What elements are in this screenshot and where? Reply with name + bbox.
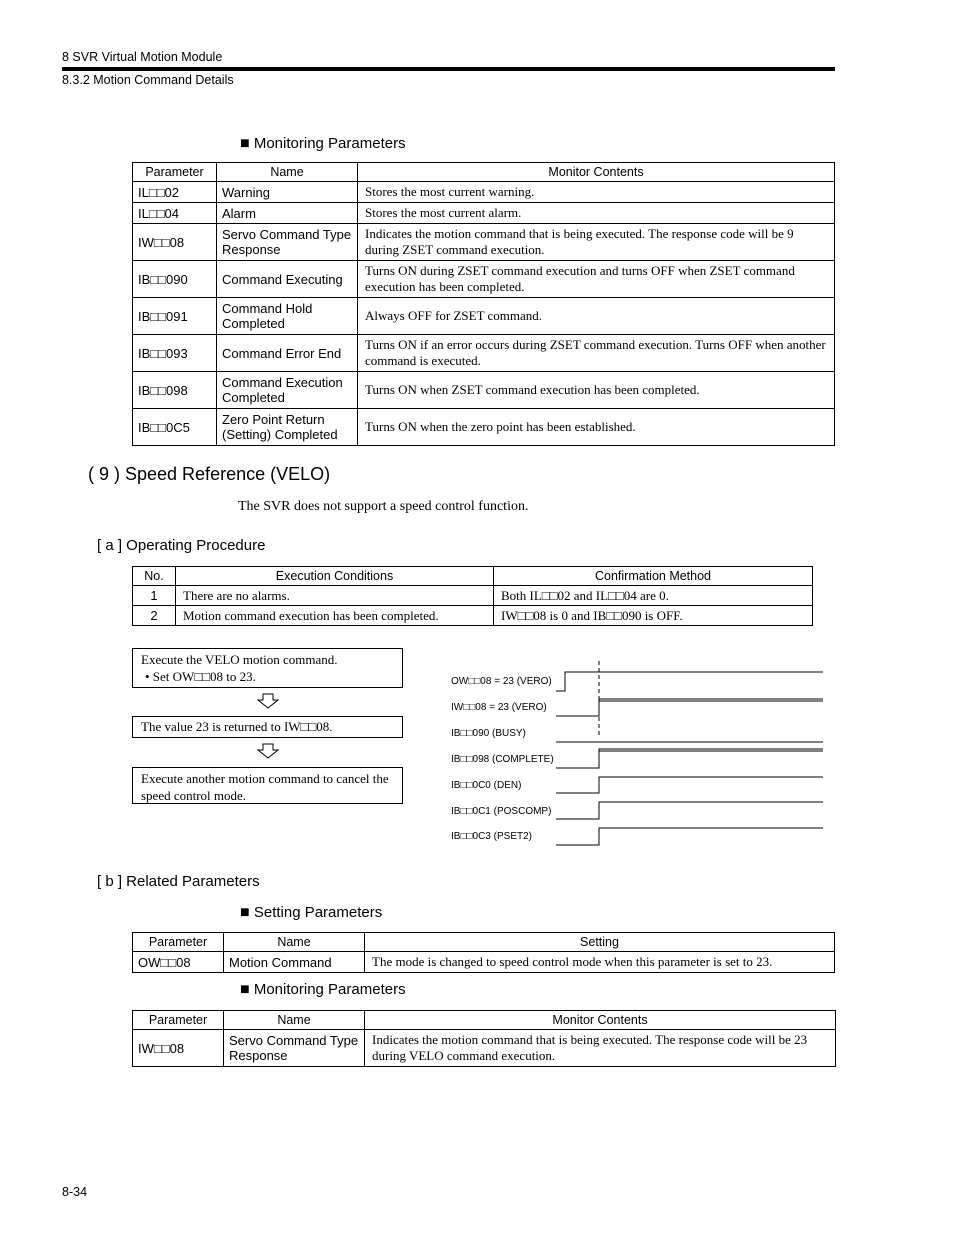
signal-waveform bbox=[556, 777, 823, 793]
contents-cell: Indicates the motion command that is being executed. The response code will be 9 during ZSET command execution. bbox=[358, 224, 835, 261]
table-row bbox=[133, 224, 835, 261]
table-row bbox=[133, 952, 835, 973]
operating-table bbox=[132, 566, 813, 626]
name-cell: Command Hold Completed bbox=[217, 298, 358, 335]
signal-label: IB□□0C3 (PSET2) bbox=[451, 831, 532, 842]
param-cell: IB□□093 bbox=[133, 335, 217, 372]
name-cell: Command Execution Completed bbox=[217, 372, 358, 409]
table-row bbox=[133, 1030, 836, 1067]
contents-cell: Turns ON when the zero point has been established. bbox=[358, 409, 835, 446]
table-row bbox=[133, 586, 813, 606]
col-header: Name bbox=[224, 1011, 365, 1030]
signal-label: IB□□0C1 (POSCOMP) bbox=[451, 806, 552, 817]
condition-cell: Motion command execution has been completed. bbox=[176, 606, 494, 626]
signal-label: IW□□08 = 23 (VERO) bbox=[451, 702, 547, 713]
table-row bbox=[133, 182, 835, 203]
name-cell: Servo Command Type Response bbox=[217, 224, 358, 261]
monitoring-heading bbox=[240, 135, 406, 153]
param-cell: IW□□08 bbox=[133, 224, 217, 261]
related-monitoring-heading-label: Monitoring Parameters bbox=[253, 981, 406, 998]
setting-heading-label: Setting Parameters bbox=[253, 904, 383, 921]
contents-cell: Turns ON during ZSET command execution and turns OFF when ZSET command execution has been completed. bbox=[358, 261, 835, 298]
step-number-cell: 1 bbox=[133, 586, 176, 606]
flow-step-1 bbox=[132, 648, 403, 688]
method-cell: IW□□08 is 0 and IB□□090 is OFF. bbox=[494, 606, 813, 626]
col-header: Parameter bbox=[133, 933, 224, 952]
section-title: 8.3.2 Motion Command Details bbox=[62, 73, 234, 87]
table-row bbox=[133, 372, 835, 409]
param-cell: IL□□04 bbox=[133, 203, 217, 224]
signal-label: IB□□090 (BUSY) bbox=[451, 728, 526, 739]
col-header: Monitor Contents bbox=[358, 163, 835, 182]
table-row bbox=[133, 606, 813, 626]
contents-cell: Turns ON when ZSET command execution has been completed. bbox=[358, 372, 835, 409]
contents-cell: Always OFF for ZSET command. bbox=[358, 298, 835, 335]
down-arrow-icon bbox=[257, 693, 279, 709]
param-cell: IB□□098 bbox=[133, 372, 217, 409]
name-cell: Zero Point Return (Setting) Completed bbox=[217, 409, 358, 446]
name-cell: Warning bbox=[217, 182, 358, 203]
param-cell: IB□□090 bbox=[133, 261, 217, 298]
flow-step-1-line-1: Execute the VELO motion command. bbox=[141, 652, 338, 667]
name-cell: Servo Command Type Response bbox=[224, 1030, 365, 1067]
signal-waveform bbox=[556, 672, 823, 691]
setting-table bbox=[132, 932, 835, 973]
col-header: Parameter bbox=[133, 1011, 224, 1030]
table-row bbox=[133, 409, 835, 446]
setting-cell: The mode is changed to speed control mode when this parameter is set to 23. bbox=[365, 952, 835, 973]
monitoring-heading-label: Monitoring Parameters bbox=[253, 135, 406, 152]
signal-waveform bbox=[556, 699, 823, 716]
param-cell: IL□□02 bbox=[133, 182, 217, 203]
name-cell: Alarm bbox=[217, 203, 358, 224]
table-header-row bbox=[133, 1011, 836, 1030]
col-header: Execution Conditions bbox=[176, 567, 494, 586]
timing-chart bbox=[550, 658, 830, 850]
monitoring-table bbox=[132, 162, 835, 446]
table-row bbox=[133, 335, 835, 372]
table-row bbox=[133, 261, 835, 298]
param-cell: IB□□0C5 bbox=[133, 409, 217, 446]
speed-reference-body: The SVR does not support a speed control function. bbox=[238, 499, 529, 514]
related-monitoring-table bbox=[132, 1010, 836, 1067]
col-header: Setting bbox=[365, 933, 835, 952]
col-header: Name bbox=[217, 163, 358, 182]
square-bullet-icon: ■ bbox=[240, 904, 250, 921]
signal-waveform bbox=[556, 749, 823, 768]
name-cell: Motion Command bbox=[224, 952, 365, 973]
table-row bbox=[133, 298, 835, 335]
speed-reference-heading: ( 9 ) Speed Reference (VELO) bbox=[88, 464, 331, 484]
header-rule bbox=[62, 67, 835, 71]
operating-procedure-heading: [ a ] Operating Procedure bbox=[97, 537, 266, 554]
signal-label: IB□□0C0 (DEN) bbox=[451, 780, 522, 791]
col-header: No. bbox=[133, 567, 176, 586]
signal-label: OW□□08 = 23 (VERO) bbox=[451, 676, 552, 687]
step-number-cell: 2 bbox=[133, 606, 176, 626]
contents-cell: Indicates the motion command that is being executed. The response code will be 23 during VELO command execution. bbox=[365, 1030, 836, 1067]
contents-cell: Stores the most current warning. bbox=[358, 182, 835, 203]
signal-label: IB□□098 (COMPLETE) bbox=[451, 754, 554, 765]
col-header: Name bbox=[224, 933, 365, 952]
related-parameters-heading: [ b ] Related Parameters bbox=[97, 873, 260, 890]
related-monitoring-heading bbox=[240, 981, 406, 999]
contents-cell: Stores the most current alarm. bbox=[358, 203, 835, 224]
table-header-row bbox=[133, 933, 835, 952]
flow-step-1-line-2: • Set OW□□08 to 23. bbox=[145, 669, 256, 684]
table-row bbox=[133, 203, 835, 224]
chapter-title: 8 SVR Virtual Motion Module bbox=[62, 50, 223, 64]
down-arrow-icon bbox=[257, 743, 279, 759]
flow-step-2: The value 23 is returned to IW□□08. bbox=[132, 716, 403, 738]
contents-cell: Turns ON if an error occurs during ZSET command execution. Turns OFF when another command is executed. bbox=[358, 335, 835, 372]
name-cell: Command Error End bbox=[217, 335, 358, 372]
param-cell: OW□□08 bbox=[133, 952, 224, 973]
table-header-row bbox=[133, 567, 813, 586]
square-bullet-icon: ■ bbox=[240, 981, 250, 998]
col-header: Monitor Contents bbox=[365, 1011, 836, 1030]
flow-step-3: Execute another motion command to cancel the speed control mode. bbox=[132, 767, 403, 804]
col-header: Parameter bbox=[133, 163, 217, 182]
condition-cell: There are no alarms. bbox=[176, 586, 494, 606]
col-header: Confirmation Method bbox=[494, 567, 813, 586]
signal-waveform bbox=[556, 802, 823, 819]
page-number: 8-34 bbox=[62, 1185, 88, 1199]
param-cell: IB□□091 bbox=[133, 298, 217, 335]
method-cell: Both IL□□02 and IL□□04 are 0. bbox=[494, 586, 813, 606]
name-cell: Command Executing bbox=[217, 261, 358, 298]
param-cell: IW□□08 bbox=[133, 1030, 224, 1067]
setting-heading bbox=[240, 904, 382, 922]
square-bullet-icon: ■ bbox=[240, 135, 250, 152]
signal-waveform bbox=[556, 828, 823, 845]
table-header-row bbox=[133, 163, 835, 182]
